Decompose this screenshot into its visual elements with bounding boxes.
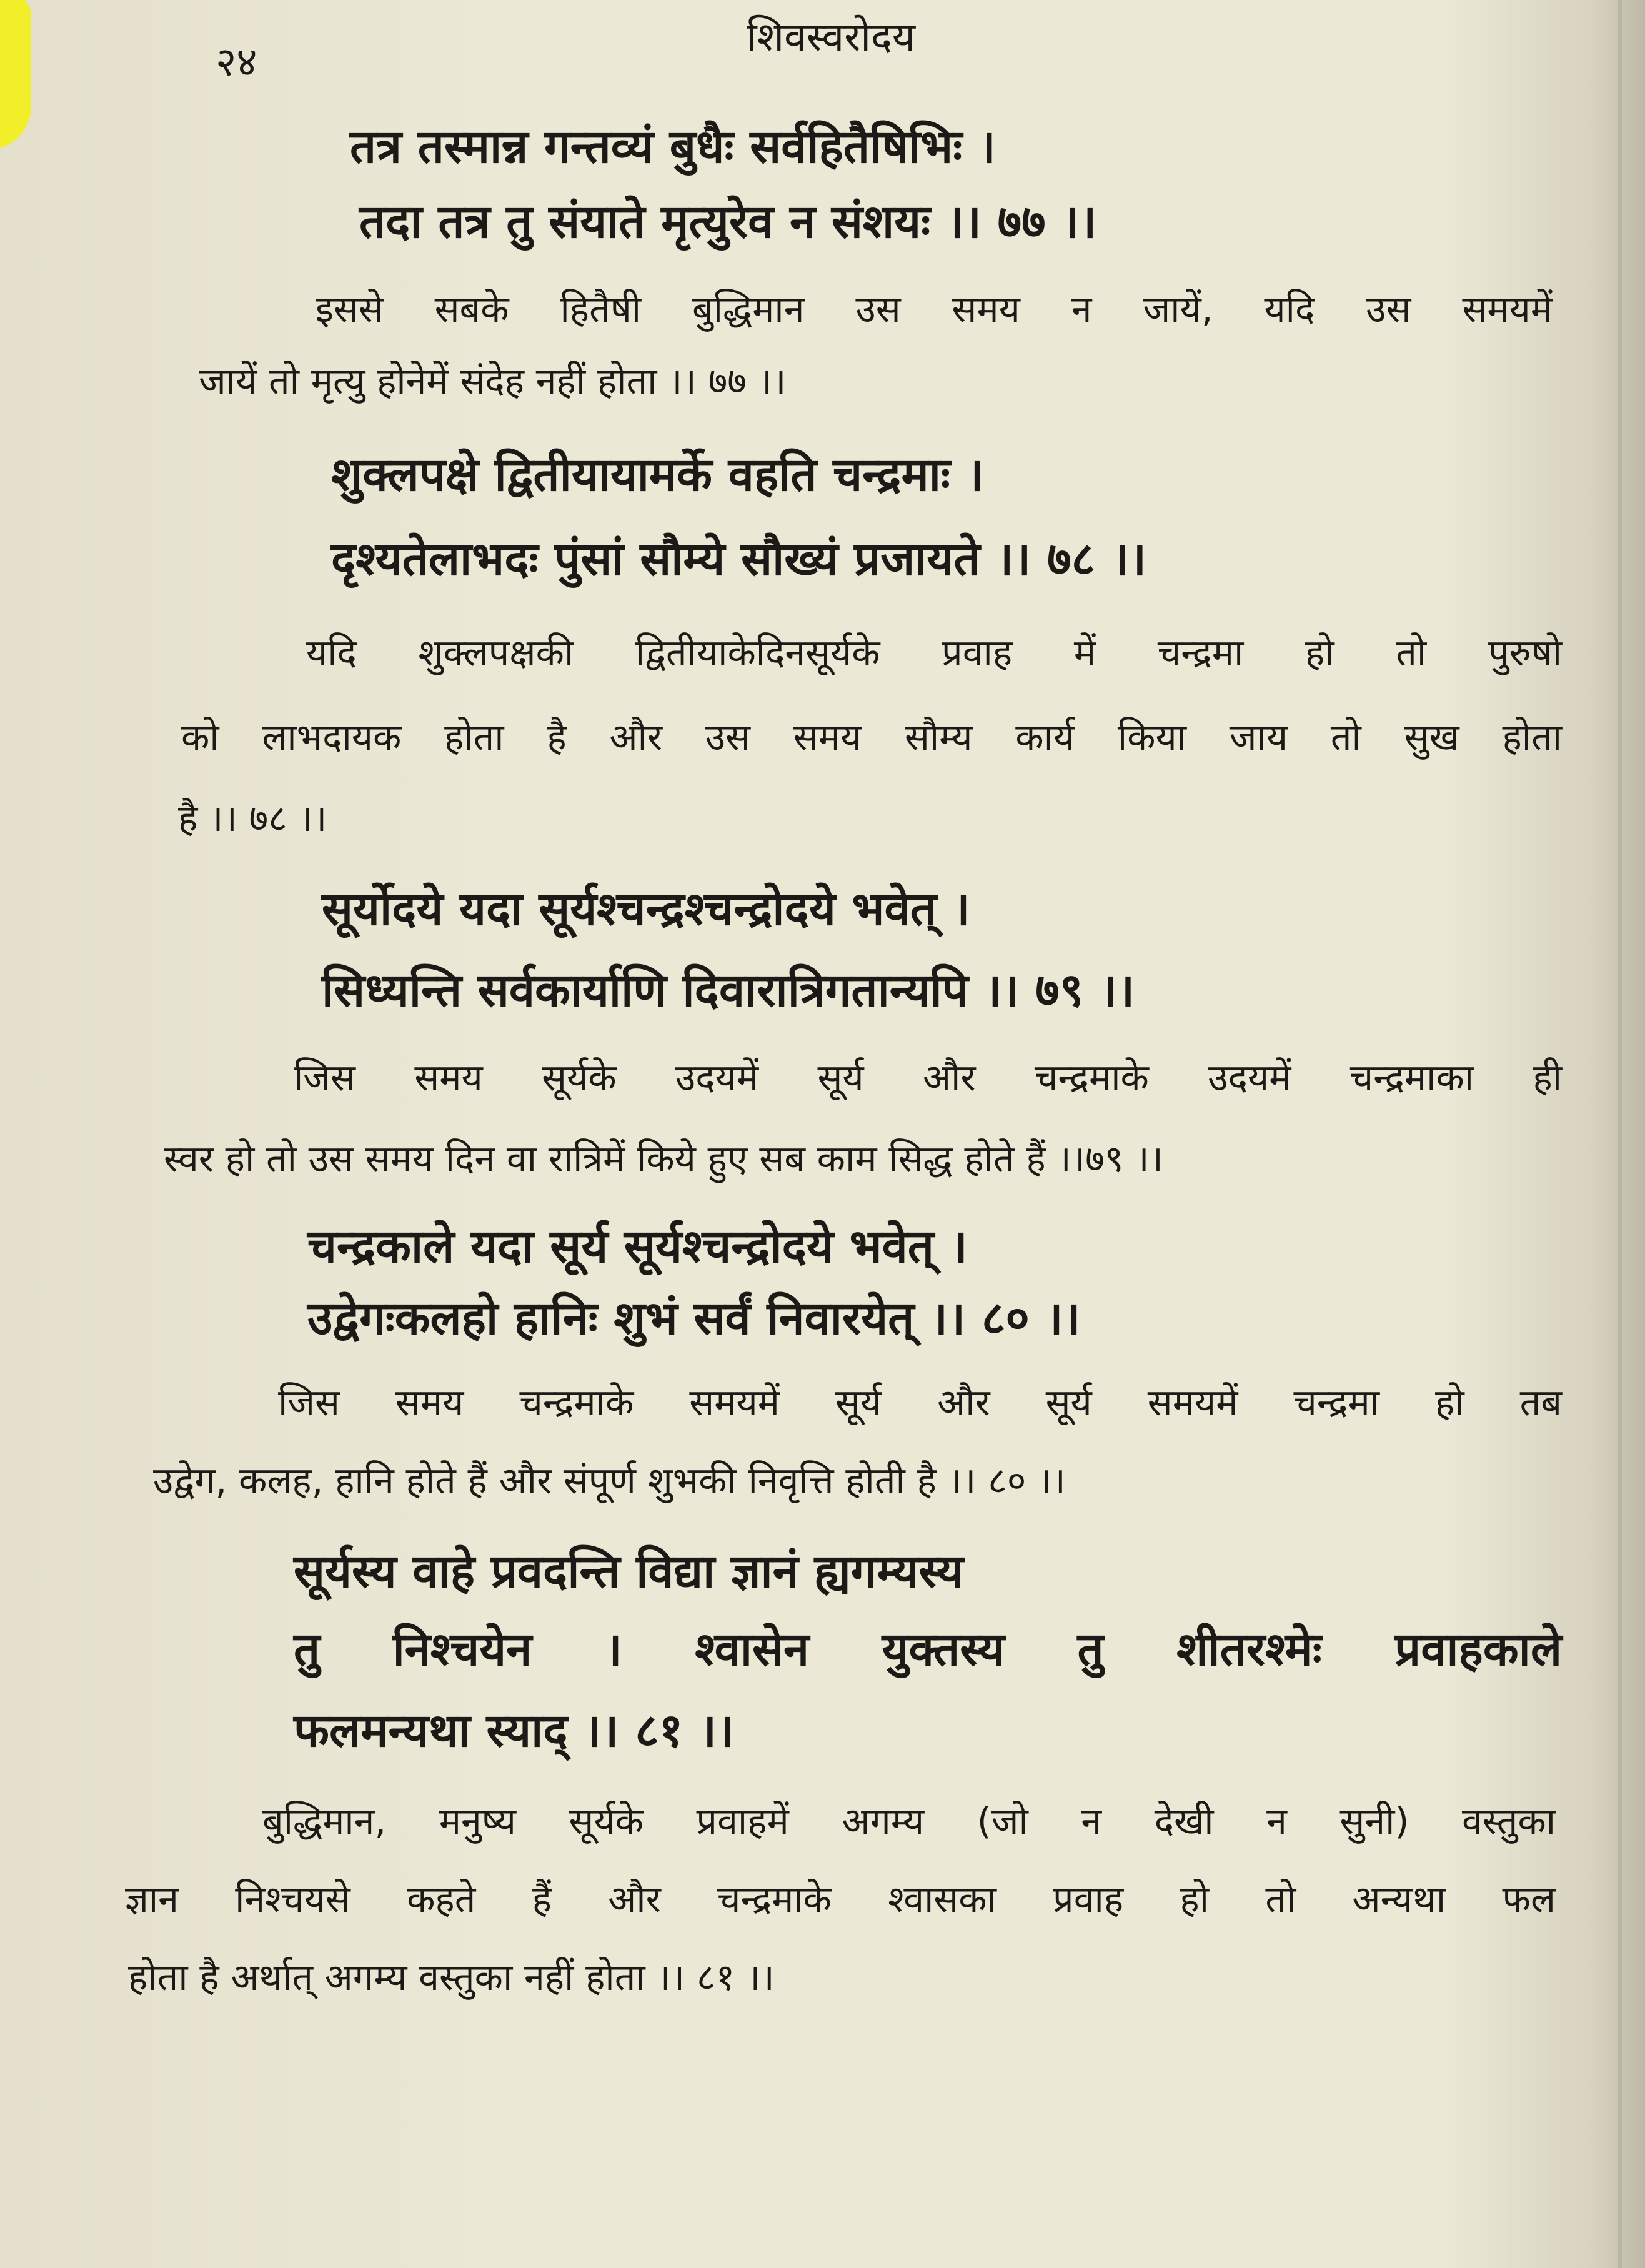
verse-line: सूर्यस्य वाहे प्रवदन्ति विद्या ज्ञानं ह्यगम्यस्य: [294, 1544, 964, 1598]
prose-line: है ।। ७८ ।।: [178, 797, 327, 840]
prose-line: उद्वेग, कलह, हानि होते हैं और संपूर्ण शुभकी निवृत्ति होती है ।। ८० ।।: [153, 1459, 1066, 1502]
prose-line: जायें तो मृत्यु होनेमें संदेह नहीं होता ।। ७७ ।।: [199, 359, 787, 402]
prose-line: जिस समय चन्द्रमाके समयमें सूर्य और सूर्य समयमें चन्द्रमा हो तब: [278, 1381, 1562, 1424]
verse-line: तु निश्चयेन । श्वासेन युक्तस्य तु शीतरश्मेः प्रवाहकाले: [294, 1623, 1562, 1676]
prose-line: इससे सबके हितैषी बुद्धिमान उस समय न जायें, यदि उस समयमें: [316, 287, 1553, 331]
prose-line: यदि शुक्लपक्षकी द्वितीयाकेदिनसूर्यके प्रवाह में चन्द्रमा हो तो पुरुषो: [306, 631, 1562, 674]
verse-line: शुक्लपक्षे द्वितीयायामर्के वहति चन्द्रमाः ।: [331, 448, 984, 502]
page-number: २४: [216, 39, 257, 86]
verse-line: चन्द्रकाले यदा सूर्य सूर्यश्चन्द्रोदये भवेत् ।: [307, 1220, 968, 1273]
running-title: शिवस्वरोदय: [746, 14, 915, 61]
verse-line: उद्वेगःकलहो हानिः शुभं सर्वं निवारयेत् ।। ८० ।।: [307, 1291, 1081, 1345]
yellow-highlight-mark: [0, 0, 31, 150]
verse-line: तत्र तस्मान्न गन्तव्यं बुधैः सर्वहितैषिभिः ।: [350, 120, 996, 174]
verse-line: दृश्यतेलाभदः पुंसां सौम्ये सौख्यं प्रजायते ।। ७८ ।।: [331, 532, 1146, 586]
prose-line: होता है अर्थात् अगम्य वस्तुका नहीं होता ।। ८१ ।।: [128, 1956, 775, 1999]
verse-line: तदा तत्र तु संयाते मृत्युरेव न संशयः ।। ७७ ।।: [359, 195, 1097, 249]
prose-line: जिस समय सूर्यके उदयमें सूर्य और चन्द्रमाके उदयमें चन्द्रमाका ही: [294, 1056, 1562, 1099]
prose-line: बुद्धिमान, मनुष्य सूर्यके प्रवाहमें अगम्य (जो न देखी न सुनी) वस्तुका: [262, 1799, 1556, 1843]
prose-line: ज्ञान निश्चयसे कहते हैं और चन्द्रमाके श्वासका प्रवाह हो तो अन्यथा फल: [125, 1878, 1556, 1921]
verse-line: सिध्यन्ति सर्वकार्याणि दिवारात्रिगतान्यपि ।। ७९ ।।: [322, 963, 1135, 1017]
prose-line: को लाभदायक होता है और उस समय सौम्य कार्य किया जाय तो सुख होता: [181, 715, 1562, 758]
prose-line: स्वर हो तो उस समय दिन वा रात्रिमें किये हुए सब काम सिद्ध होते हैं ।।७९ ।।: [164, 1137, 1163, 1180]
page-gutter-edge: [1618, 0, 1622, 2268]
verse-line: सूर्योदये यदा सूर्यश्चन्द्रश्चन्द्रोदये भवेत् ।: [322, 882, 970, 936]
verse-line: फलमन्यथा स्याद् ।। ८१ ।।: [294, 1704, 735, 1758]
